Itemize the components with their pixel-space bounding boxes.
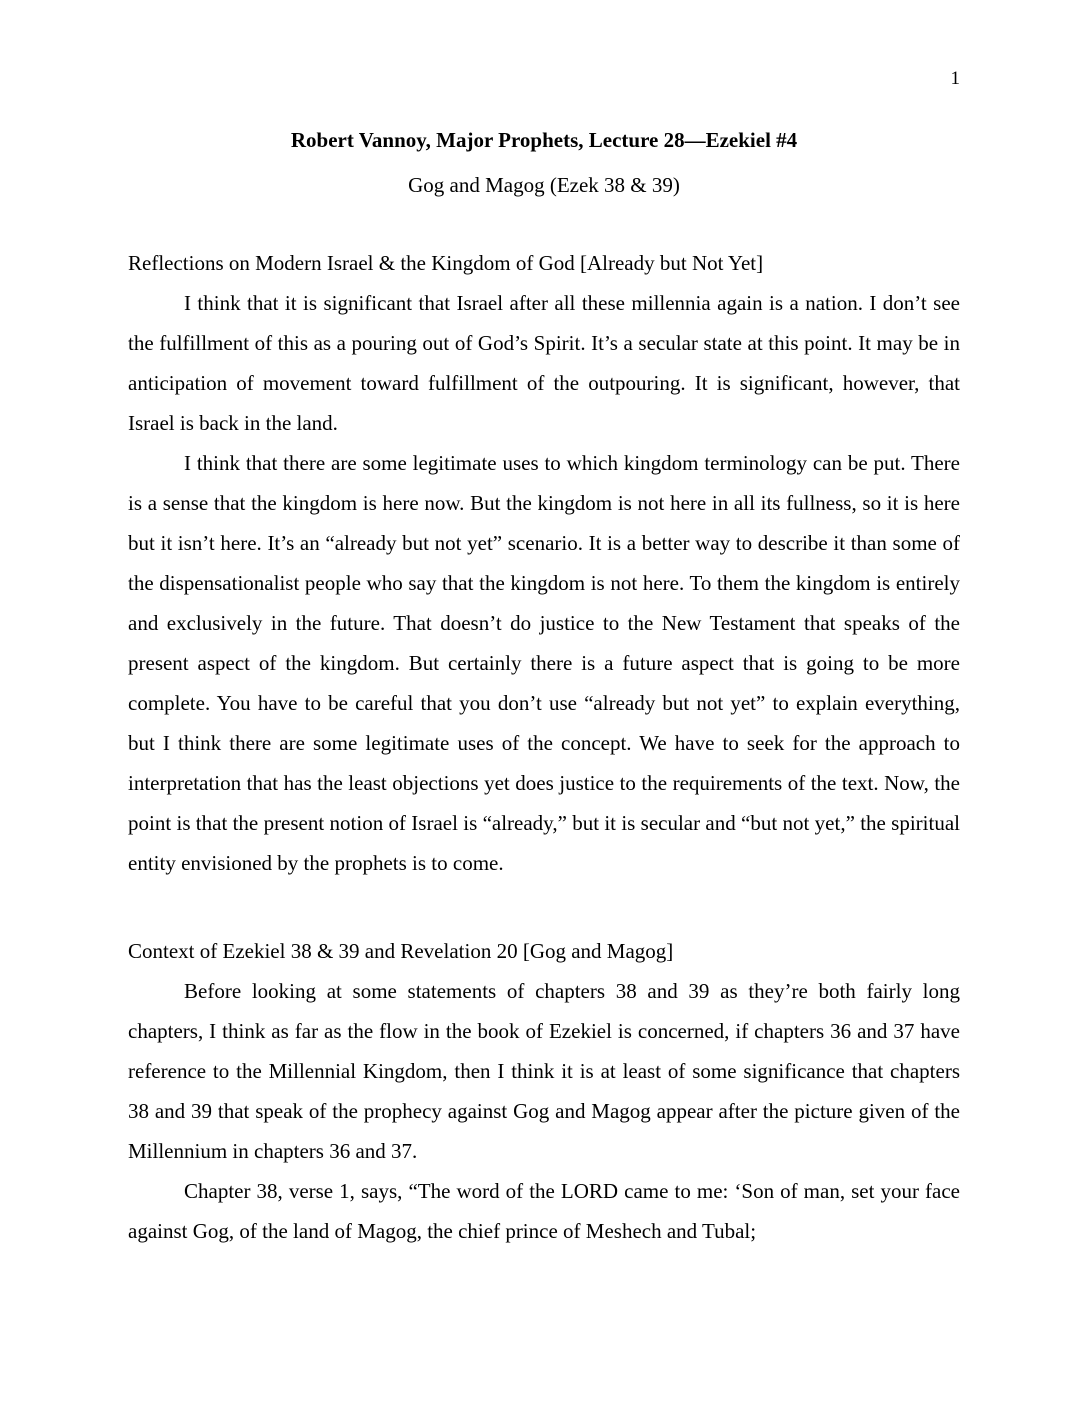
body-paragraph: I think that it is significant that Israel after all these millennia again is a nation. I don’t see the fulfillment of this as a pouring out of God’s Spirit. It’s a secular state at this point. It may be in anticipation of movement toward fulfillment of the outpouring. It is significant, however, that Israel is back in the land. xyxy=(128,291,960,435)
section-heading: Context of Ezekiel 38 & 39 and Revelation 20 [Gog and Magog] xyxy=(128,939,674,963)
section-heading: Reflections on Modern Israel & the Kingdom of God [Already but Not Yet] xyxy=(128,251,764,275)
section-context xyxy=(128,931,960,1251)
body-paragraph: I think that there are some legitimate uses to which kingdom terminology can be put. There is a sense that the kingdom is here now. But the kingdom is not here in all its fullness, so it is here but it isn’t here. It’s an “already but not yet” scenario. It is a better way to describe it than some of the dispensationalist people who say that the kingdom is not here. To them the kingdom is entirely and exclusively in the future. That doesn’t do justice to the New Testament that speaks of the present aspect of the kingdom. But certainly there is a future aspect that is going to be more complete. You have to be careful that you don’t use “already but not yet” to explain everything, but I think there are some legitimate uses of the concept. We have to seek for the approach to interpretation that has the least objections yet does justice to the requirements of the text. Now, the point is that the present notion of Israel is “already,” but it is secular and “but not yet,” the spiritual entity envisioned by the prophets is to come. xyxy=(128,451,960,875)
lecture-title: Robert Vannoy, Major Prophets, Lecture 28—Ezekiel #4 xyxy=(290,128,798,152)
lecture-subtitle: Gog and Magog (Ezek 38 & 39) xyxy=(408,173,680,197)
page-number: 1 xyxy=(950,68,960,89)
body-paragraph: Chapter 38, verse 1, says, “The word of the LORD came to me: ‘Son of man, set your face against Gog, of the land of Magog, the chief prince of Meshech and Tubal; xyxy=(128,1179,960,1243)
body-paragraph: Before looking at some statements of chapters 38 and 39 as they’re both fairly long chapters, I think as far as the flow in the book of Ezekiel is concerned, if chapters 36 and 37 have reference to the Millennial Kingdom, then I think it is at least of some significance that chapters 38 and 39 that speak of the prophecy against Gog and Magog appear after the picture given of the Millennium in chapters 36 and 37. xyxy=(128,979,960,1163)
section-reflections xyxy=(128,243,960,883)
